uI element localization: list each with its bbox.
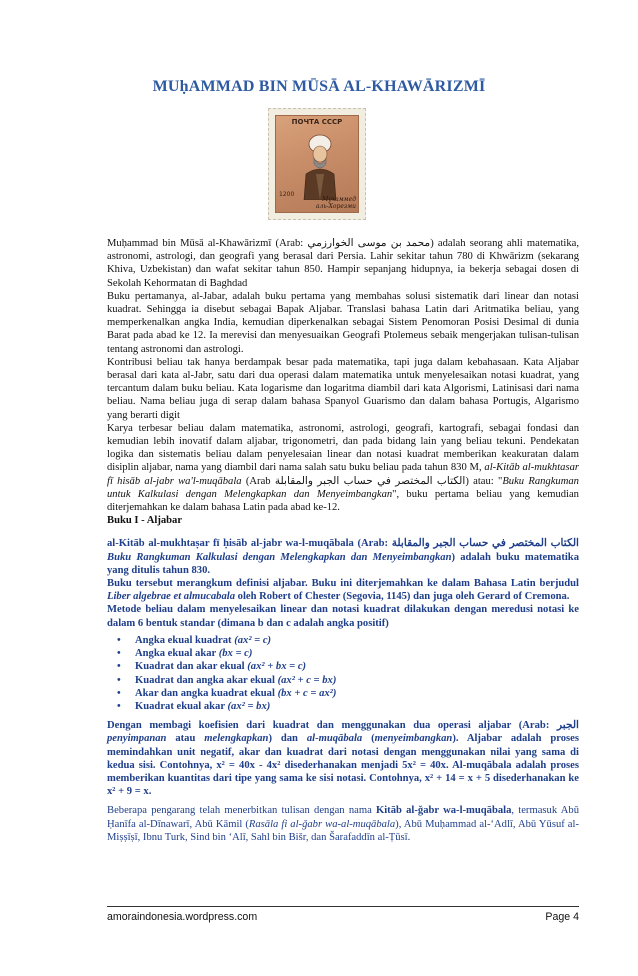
- paragraph-first-book: Buku pertamanya, al-Jabar, adalah buku pertama yang membahas solusi sistematik dari linear dan notasi kuadrat. Sehingga ia disebut sebagai Bapak Aljabar. Translasi bahasa Latin dari Aritmatika beliau, yang memperkenalkan angka India, kemudian diperkenalkan sebagai Sistem Penomoran Posisi Desimal di dunia Barat pada abad ke 12. Ia merevisi dan menyesuaikan Geografi Ptolemeus sebaik mengerjakan tulisan-tulisan tentang astronomi dan astrologi.: [107, 290, 579, 355]
- section-heading: Buku I - Aljabar: [107, 515, 183, 527]
- stamp-artwork: [275, 115, 359, 213]
- other-authors-paragraph: Beberapa pengarang telah menerbitkan tulisan dengan nama Kitāb al-ǧabr wa-l-muqābala, termasuk Abū Ḥanīfa al-Dīnawarī, Abū Kāmil (Rasāla fi al-ǧabr wa-al-muqābala), Abū Muḥammad al-‘Adlī, Abū Yūsuf al-Miṣṣīṣī, Ibnu Turk, Sind bin ‘Alī, Sahl bin Bišr, dan Šarafaddīn al-Ṭūsī.: [107, 805, 579, 843]
- stamp-caption: Мухаммед аль-Хорезми: [315, 196, 356, 210]
- page-title: MUḥAMMAD BIN MŪSĀ AL-KHAWĀRIZMĪ: [152, 78, 486, 95]
- footer-site-link[interactable]: amoraindonesia.wordpress.com: [107, 911, 258, 923]
- list-item: • Kuadrat dan angka akar ekual (ax² + c = bx): [117, 674, 337, 686]
- article-body: [107, 237, 579, 844]
- list-item: • Kuadrat dan akar ekual (ax² + bx = c): [117, 661, 307, 673]
- stamp-country-text: ПОЧТА СССР: [291, 118, 343, 126]
- paragraph-greatest-work: Karya terbesar beliau dalam matematika, astronomi, astrologi, geografi, kartografi, sebagai fondasi dan kemudian lebih inovatif dalam aljabar, trigonometri, dan pada bidang lain yang beliau tekuni. Pendekatan logika dan sistematis beliau dalam penyelesaian linear dan notasi kuadrat memberikan keakuratan dalam disiplin aljabar, nama yang diambil dari nama salah satu buku beliau pada tahun 830 M, al-Kitāb al-mukhtasar fī hisāb al-jabr wa'l-muqābala (Arab الكتاب المختصر في حساب الجبر والمقابلة) atau: "Buku Rangkuman untuk Kalkulasi dengan Melengkapkan dan Menyeimbangkan", buku pertama beliau yang kemudian diterjemahkan ke dalam bahasa Latin pada abad ke-12.: [107, 422, 579, 514]
- list-item: • Akar dan angka kuadrat ekual (bx + c = ax²): [117, 687, 337, 699]
- translation-paragraph: Buku tersebut merangkum definisi aljabar. Buku ini diterjemahkan ke dalam Bahasa Latin berjudul Liber algebrae et almucabala oleh Robert of Chester (Segovia, 1145) dan juga oleh Gerard of Cremona.: [107, 578, 579, 603]
- algebra-operations-paragraph: Dengan membagi koefisien dari kuadrat dan menggunakan dua operasi aljabar (Arab: الجبر penyimpanan atau melengkapkan) dan al-muqābala (menyeimbangkan). Aljabar adalah proses memindahkan unit negatif, akar dan kuadrat dari notasi dengan menggunakan nilai yang sama di kedua sisi. Contohnya, x² = 40x - 4x² disederhanakan menjadi 5x² = 40x. Al-muqābala adalah proses memberikan kuantitas dari tipe yang sama ke sisi notasi. Contohnya, x² + 14 = x + 5 disederhanakan ke x² + 9 = x.: [107, 720, 580, 798]
- page-number: Page 4: [545, 911, 579, 923]
- standard-forms-list: [107, 634, 579, 713]
- paragraph-contribution: Kontribusi beliau tak hanya berdampak besar pada matematika, tapi juga dalam kebahasaan. Kata Aljabar berasal dari kata al-Jabr, satu dari dua operasi dalam matematika untuk menyelesaikan notasi kuadrat, yang tercantum dalam buku beliau. Kata logarisme dan logaritma diambil dari kata Algorismi, Latinisasi dari nama beliau. Nama beliau juga di serap dalam bahasa Spanyol Guarismo dan dalam bahasa Portugis, Algarismo yang berarti digit: [107, 356, 579, 421]
- method-paragraph: Metode beliau dalam menyelesaikan linear dan notasi kuadrat dilakukan dengan meredusi notasi ke dalam 6 bentuk standar (dimana b dan c adalah angka positif): [107, 604, 579, 629]
- book-title-paragraph: al-Kitāb al-mukhtaṣar fī ḥisāb al-jabr wa-l-muqābala (Arab: الكتاب المختصر في حساب الجبر والمقابلة Buku Rangkuman Kalkulasi dengan Melengkapkan dan Menyeimbangkan) adalah buku matematika yang ditulis tahun 830.: [107, 538, 579, 576]
- portrait-figure-icon: [296, 130, 344, 200]
- footer-divider: [107, 906, 579, 907]
- postage-stamp-image: [268, 108, 366, 220]
- list-item: • Kuadrat ekual akar (ax² = bx): [117, 700, 271, 712]
- stamp-value: 1200: [279, 191, 295, 198]
- intro-paragraph: Muḥammad bin Mūsā al-Khawārizmī (Arab: محمد بن موسى الخوارزمي) adalah seorang ahli matematika, astronomi, astrologi, dan geografi yang berasal dari Persia. Lahir sekitar tahun 780 di Khwārizm (sekarang Khiva, Uzbekistan) dan wafat sekitar tahun 850. Hampir sepanjang hidupnya, ia bekerja sebagai dosen di Sekolah Kehormatan di Baghdad: [107, 238, 579, 289]
- list-item: • Angka ekual akar (bx = c): [117, 648, 253, 660]
- list-item: • Angka ekual kuadrat (ax² = c): [117, 634, 272, 646]
